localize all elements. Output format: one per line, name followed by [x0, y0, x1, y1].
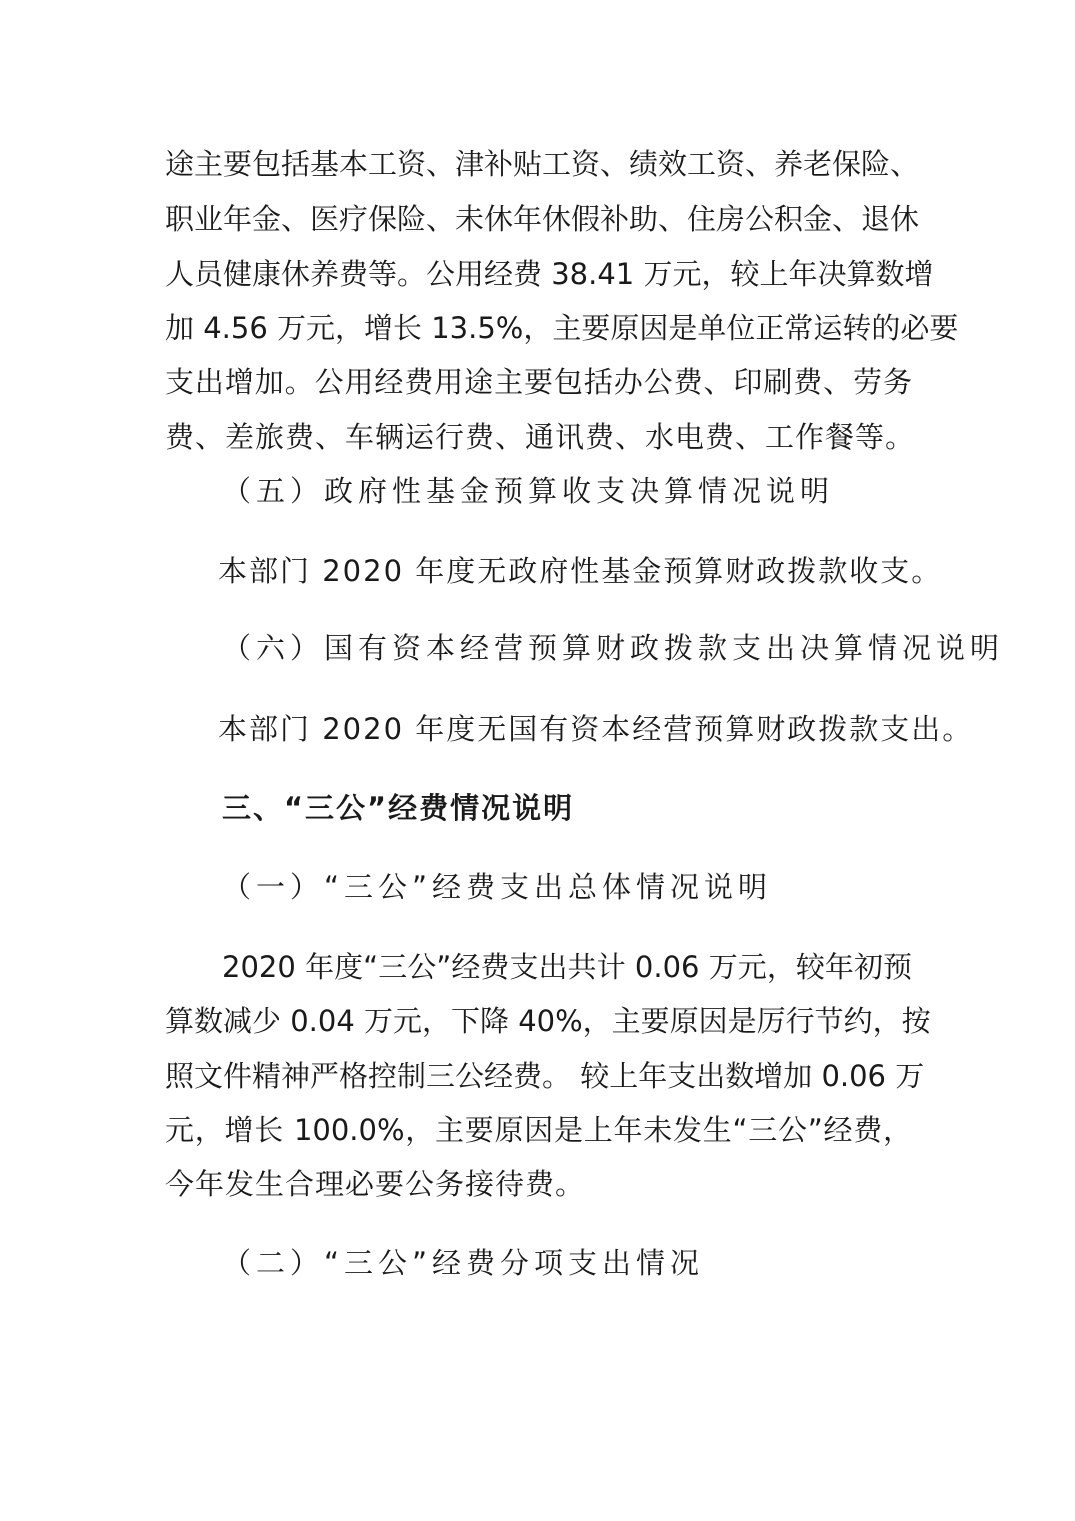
- paragraph-line: 2020 年度“三公”经费支出共计 0.06 万元，较年初预: [222, 950, 912, 984]
- subsection-heading-2: （二）“三公”经费分项支出情况: [222, 1246, 705, 1280]
- paragraph-line: 元，增长 100.0%，主要原因是上年未发生“三公”经费，: [165, 1113, 912, 1147]
- subsection-text-5: 本部门 2020 年度无政府性基金预算财政拨款收支。: [218, 554, 943, 588]
- paragraph-line: 费、差旅费、车辆运行费、通讯费、水电费、工作餐等。: [165, 420, 916, 454]
- paragraph-line: 途主要包括基本工资、津补贴工资、绩效工资、养老保险、: [165, 147, 920, 181]
- subsection-heading-6: （六）国有资本经营预算财政拨款支出决算情况说明: [222, 631, 1005, 665]
- paragraph-line: 支出增加。公用经费用途主要包括办公费、印刷费、劳务: [165, 365, 912, 399]
- paragraph-line: 今年发生合理必要公务接待费。: [165, 1167, 586, 1201]
- subsection-heading-1: （一）“三公”经费支出总体情况说明: [222, 870, 773, 904]
- paragraph-line: 职业年金、医疗保险、未休年休假补助、住房公积金、退休: [165, 202, 920, 236]
- paragraph-line: 照文件精神严格控制三公经费。 较上年支出数增加 0.06 万: [165, 1059, 925, 1093]
- paragraph-line: 算数减少 0.04 万元，下降 40%，主要原因是厉行节约，按: [165, 1004, 931, 1038]
- subsection-heading-5: （五）政府性基金预算收支决算情况说明: [222, 474, 835, 508]
- subsection-text-6: 本部门 2020 年度无国有资本经营预算财政拨款支出。: [218, 712, 974, 746]
- paragraph-line: 人员健康休养费等。公用经费 38.41 万元，较上年决算数增: [165, 257, 934, 291]
- section-heading-3: 三、“三公”经费情况说明: [222, 791, 575, 825]
- paragraph-line: 加 4.56 万元，增长 13.5%，主要原因是单位正常运转的必要: [165, 311, 959, 345]
